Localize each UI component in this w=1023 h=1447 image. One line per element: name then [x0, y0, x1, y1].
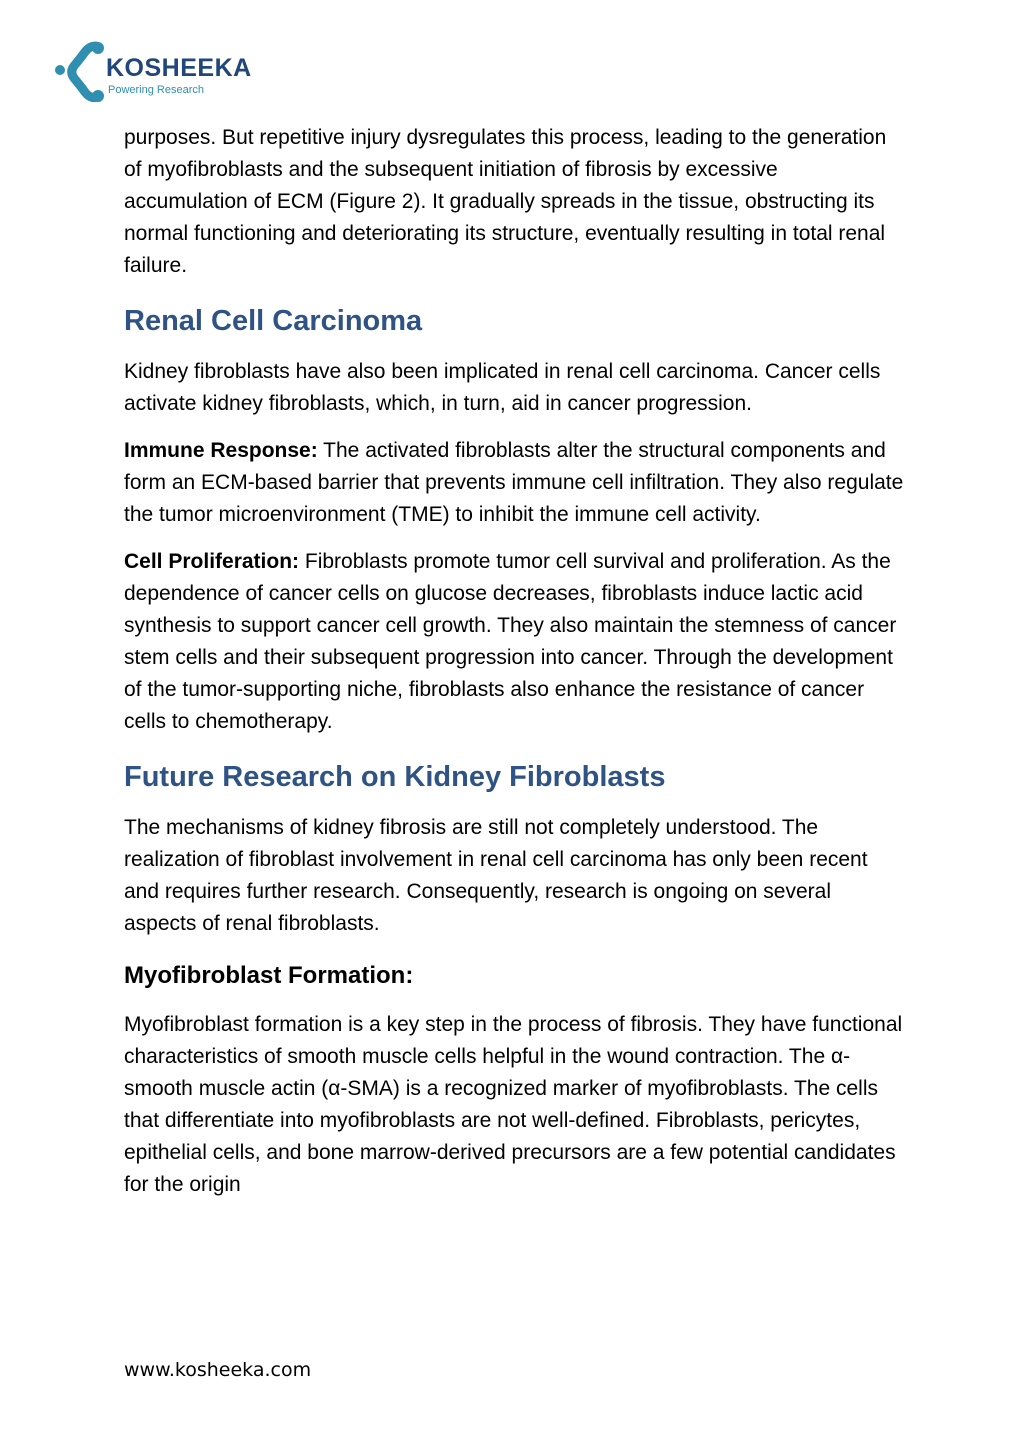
footer-url[interactable]: www.kosheeka.com — [124, 1359, 312, 1381]
logo-name: KOSHEEKA — [106, 54, 252, 82]
immune-response-text: The activated fibroblasts alter the structural components and form an ECM-based barrier that prevents immune cell infiltration. They also regulate the tumor microenvironment (TME) to inhibit the immune cell activity. — [124, 439, 904, 526]
heading-future-research: Future Research on Kidney Fibroblasts — [124, 761, 666, 793]
immune-response-label: Immune Response: — [124, 439, 318, 462]
cell-proliferation-label: Cell Proliferation: — [124, 550, 300, 573]
heading-myofibroblast-formation: Myofibroblast Formation: — [124, 962, 414, 989]
myofibroblast-paragraph: Myofibroblast formation is a key step in the process of fibrosis. They have functional characteristics of smooth muscle cells helpful in the wound contraction. The α-smooth muscle actin (α-SMA) is a recognized marker of myofibroblasts. The cells that differentiate into myofibroblasts are not well-defined. Fibroblasts, pericytes, epithelial cells, and bone marrow-derived precursors are a few potential candidates for the origin — [124, 1013, 903, 1196]
kosheeka-logo-icon — [52, 40, 112, 102]
future-research-paragraph: The mechanisms of kidney fibrosis are still not completely understood. The realization of fibroblast involvement in renal cell carcinoma has only been recent and requires further research. Consequently, research is ongoing on several aspects of renal fibroblasts. — [124, 816, 868, 935]
cell-proliferation-paragraph — [124, 546, 904, 738]
intro-paragraph: purposes. But repetitive injury dysregulates this process, leading to the generation of myofibroblasts and the subsequent initiation of fibrosis by excessive accumulation of ECM (Figure 2). It gradually spreads in the tissue, obstructing its normal functioning and deteriorating its structure, eventually resulting in total renal failure. — [124, 126, 887, 277]
heading-renal-cell-carcinoma: Renal Cell Carcinoma — [124, 305, 423, 337]
logo-tagline: Powering Research — [108, 84, 204, 96]
cell-proliferation-text: Fibroblasts promote tumor cell survival and proliferation. As the dependence of cancer cells on glucose decreases, fibroblasts induce lactic acid synthesis to support cancer cell growth. They also maintain the stemness of cancer stem cells and their subsequent progression into cancer. Through the development of the tumor-supporting niche, fibroblasts also enhance the resistance of cancer cells to chemotherapy. — [124, 550, 897, 733]
immune-response-paragraph — [124, 435, 904, 531]
document-body — [124, 122, 904, 1216]
kosheeka-logo[interactable] — [52, 40, 282, 102]
rcc-paragraph: Kidney fibroblasts have also been implicated in renal cell carcinoma. Cancer cells activate kidney fibroblasts, which, in turn, aid in cancer progression. — [124, 360, 881, 415]
